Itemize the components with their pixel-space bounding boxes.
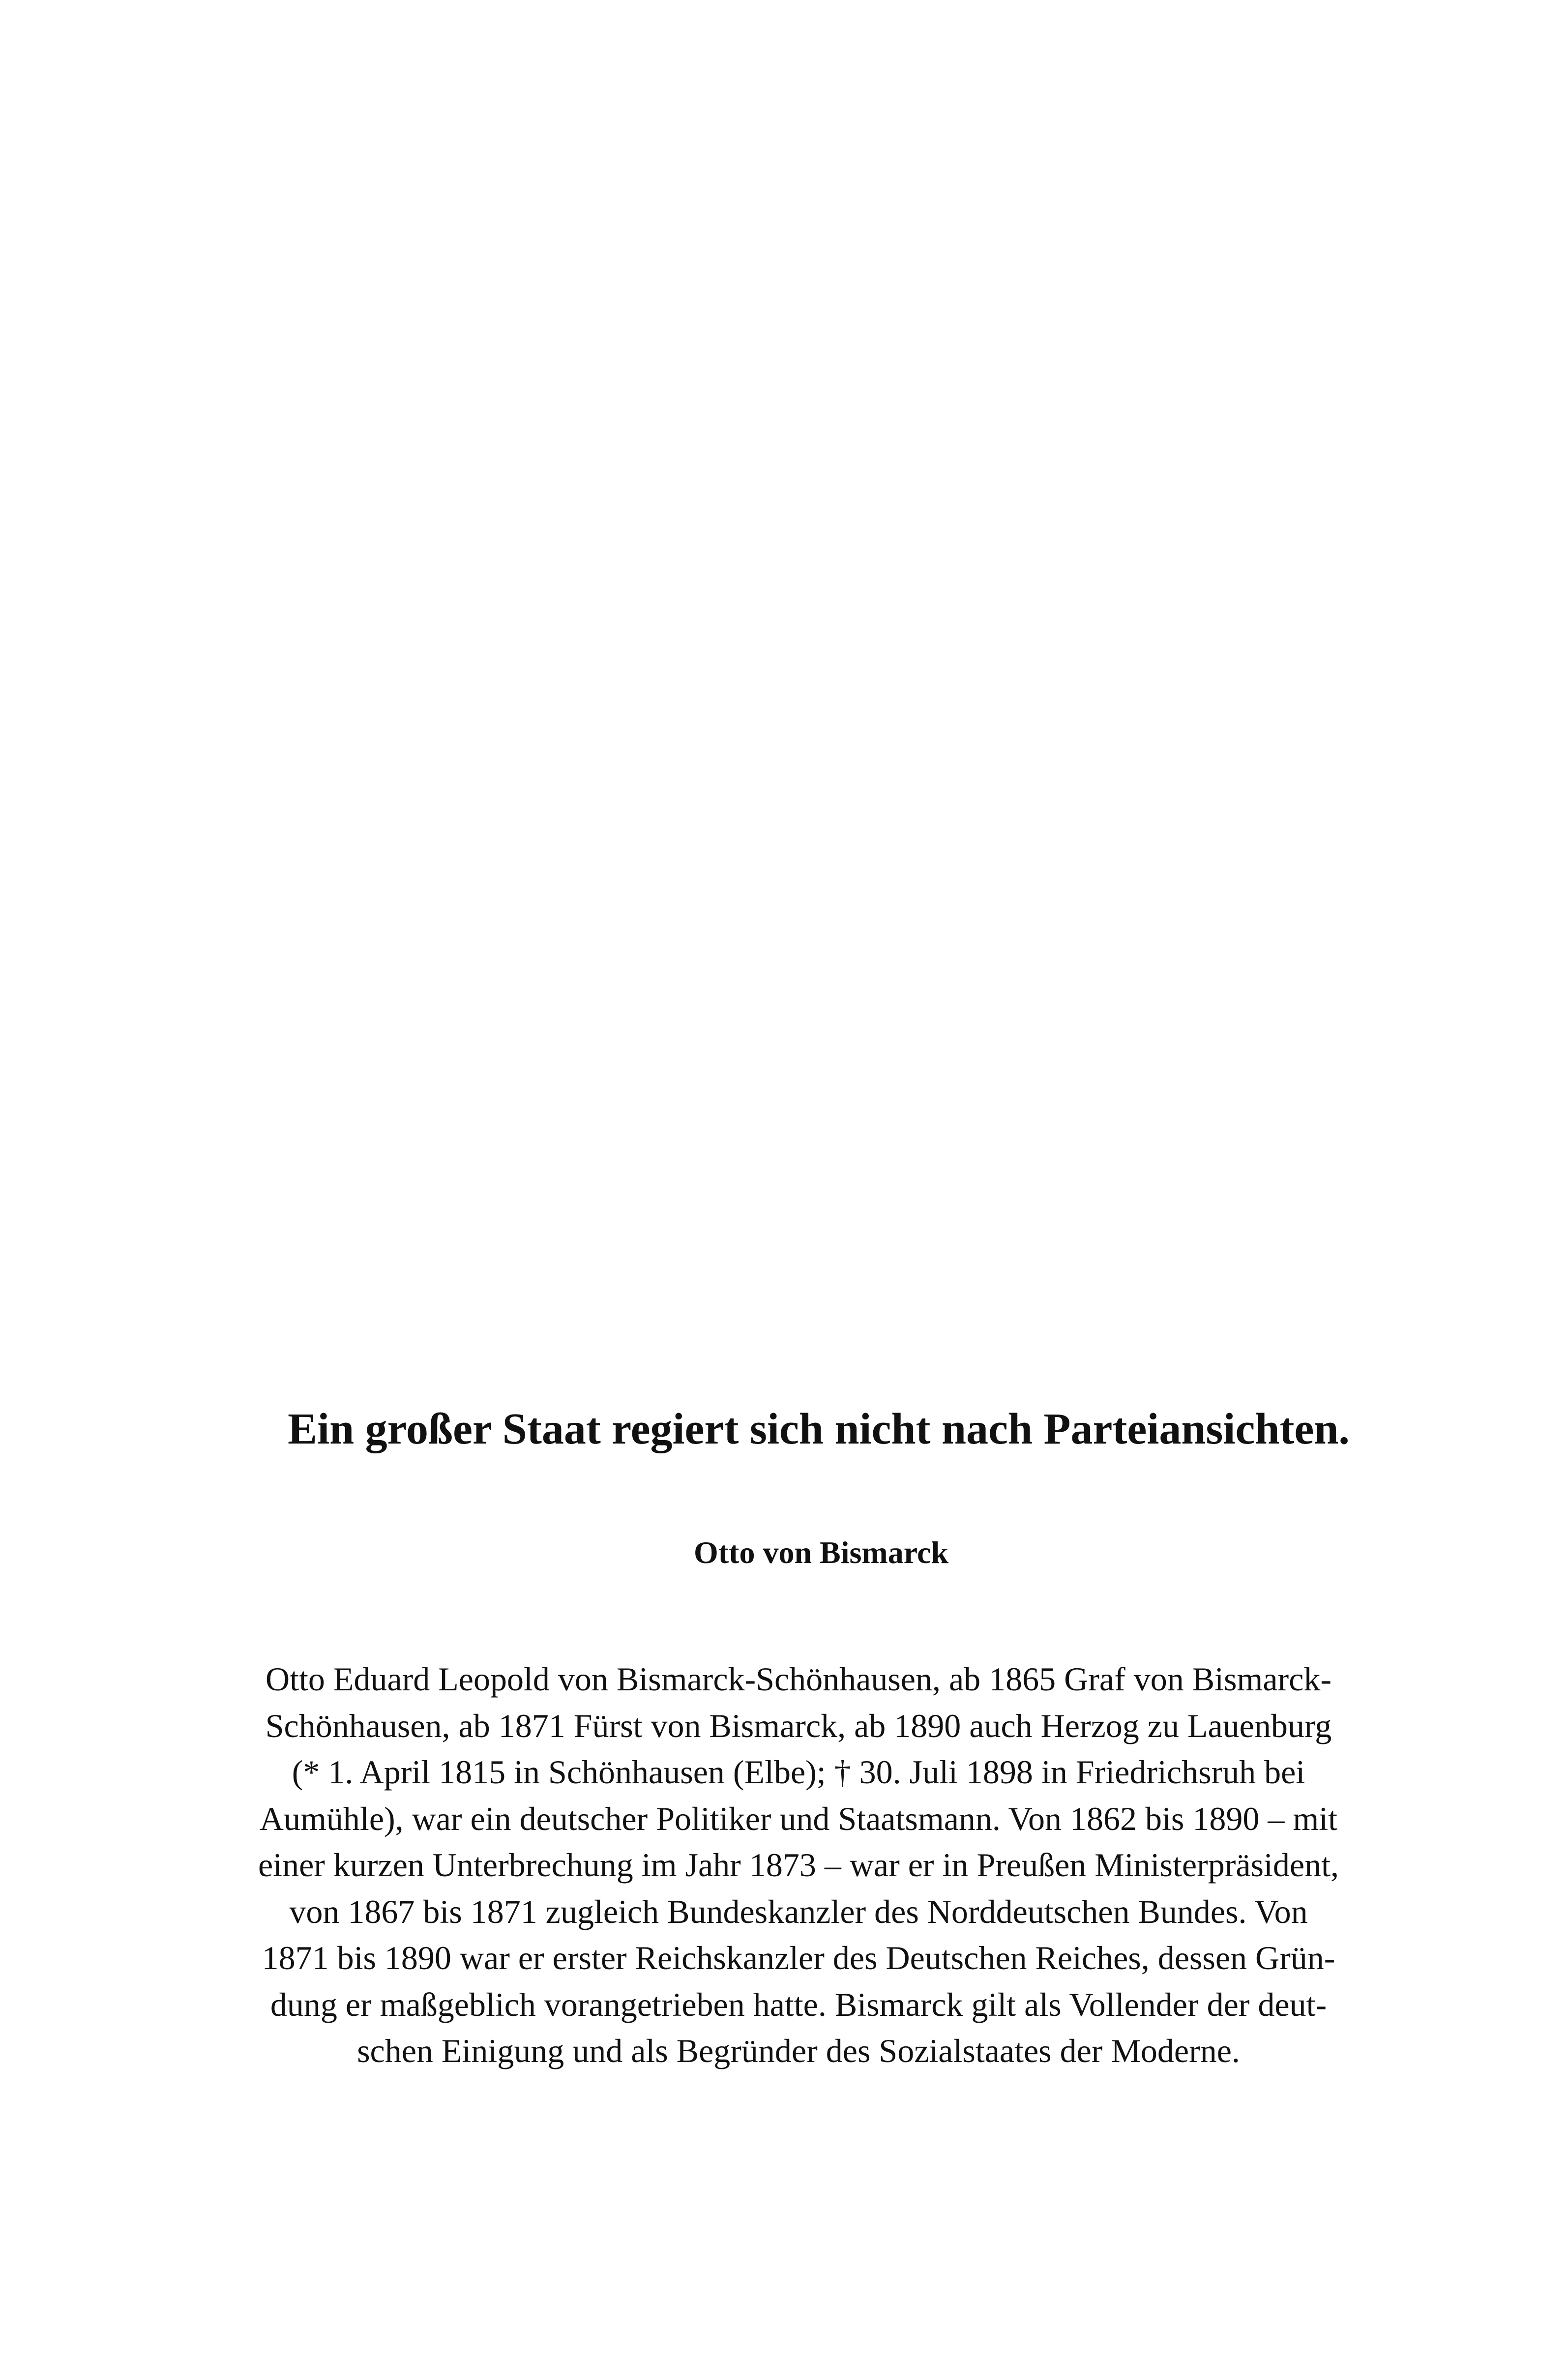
biography-line: (* 1. April 1815 in Schönhausen (Elbe); † 30. Juli 1898 in Friedrichsruh bei [292,1753,1305,1791]
biography-line: Otto Eduard Leopold von Bismarck-Schönhausen, ab 1865 Graf von Bismarck- [266,1660,1331,1698]
quote-heading: Ein großer Staat regiert sich nicht nach Parteiansichten. [288,1405,1350,1453]
biography-line: Schönhausen, ab 1871 Fürst von Bismarck, ab 1890 auch Herzog zu Lauenburg [265,1707,1332,1744]
biography-line: schen Einigung und als Begründer des Sozialstaates der Moderne. [357,2032,1240,2069]
biography-line: von 1867 bis 1871 zugleich Bundeskanzler des Norddeutschen Bundes. Von [289,1892,1308,1930]
author-biography [227,1656,1370,2074]
biography-line: Aumühle), war ein deutscher Politiker und Staatsmann. Von 1862 bis 1890 – mit [259,1800,1338,1837]
biography-line: 1871 bis 1890 war er erster Reichskanzler des Deutschen Reiches, dessen Grün- [262,1939,1335,1976]
biography-line: dung er maßgeblich vorangetrieben hatte. Bismarck gilt als Vollender der deut- [270,1985,1327,2023]
biography-line: einer kurzen Unterbrechung im Jahr 1873 – war er in Preußen Ministerpräsident, [258,1846,1339,1884]
author-name: Otto von Bismarck [694,1535,948,1570]
